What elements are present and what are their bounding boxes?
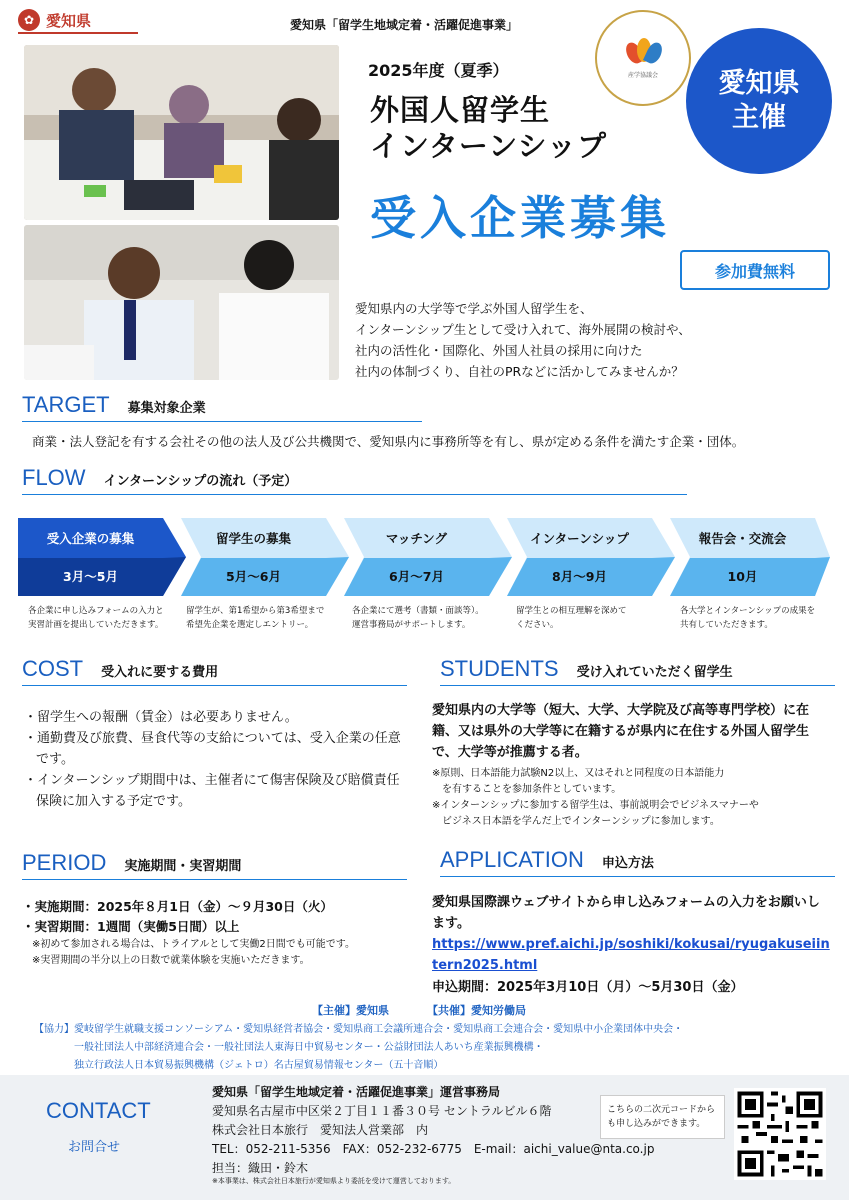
host-badge-line-2: 主催 bbox=[732, 102, 786, 133]
list-item: ・通勤費及び旅費、昼食代等の支給については、受入企業の任意です。 bbox=[24, 731, 401, 767]
cost-list bbox=[22, 707, 412, 812]
flow-desc-line: 留学生との相互理解を深めて bbox=[516, 606, 627, 616]
flow-step-description bbox=[352, 604, 512, 632]
students-notes bbox=[432, 766, 832, 830]
office-address: 愛知県名古屋市中区栄２丁目１１番３０号 セントラルビル６階 bbox=[212, 1104, 552, 1118]
application-heading-jp: 申込方法 bbox=[601, 856, 654, 871]
intro-line: 愛知県内の大学等で学ぶ外国人留学生を、 bbox=[355, 301, 593, 316]
list-item: ・実施期間：2025年８月1日（金）～９月30日（火） bbox=[22, 899, 333, 914]
flower-logo-icon bbox=[623, 38, 663, 66]
coop-line: 【協力】愛岐留学生就職支援コンソーシアム・愛知県経営者協会・愛知県商工会議所連合会・愛知県商工会連合会・愛知県中小企業団体中央会・ bbox=[34, 1024, 684, 1035]
target-heading-jp: 募集対象企業 bbox=[127, 401, 206, 416]
edition-label: 2025年度（夏季） bbox=[368, 61, 509, 80]
flow-desc-line: 留学生が、第1希望から第3希望まで bbox=[186, 606, 325, 616]
target-description: 商業・法人登記を有する会社その他の法人及び公共機関で、愛知県内に事務所等を有し、県が定める条件を満たす企業・団体。 bbox=[32, 434, 745, 449]
period-heading-en: PERIOD bbox=[22, 850, 107, 875]
students-heading-jp: 受け入れていただく留学生 bbox=[576, 665, 733, 680]
aichi-logo bbox=[18, 8, 138, 34]
target-section-heading bbox=[22, 392, 422, 422]
intro-line: インターンシップ生として受け入れて、海外展開の検討や、 bbox=[355, 322, 691, 337]
flow-desc-line: 共有していただきます。 bbox=[680, 620, 773, 630]
flow-desc-line: 各企業に申し込みフォームの入力と bbox=[28, 606, 164, 616]
flow-step-label: 受入企業の募集 bbox=[46, 531, 135, 546]
note-line: ※原則、日本語能力試験N2以上、又はそれと同程度の日本語能力 bbox=[432, 768, 725, 779]
note-line: ビジネス日本語を学んだ上でインターンシップに参加します。 bbox=[432, 816, 720, 827]
list-item: ・実習期間：1週間（実働5日間）以上 bbox=[22, 919, 240, 934]
office-staff: 担当：織田・鈴木 bbox=[212, 1161, 309, 1175]
office-name: 愛知県「留学生地域定着・活躍促進事業」運営事務局 bbox=[212, 1085, 501, 1099]
application-instructions: 愛知県国際課ウェブサイトから申し込みフォームの入力をお願いします。 bbox=[432, 895, 820, 931]
flow-step-description bbox=[28, 604, 188, 632]
qr-code-note: こちらの二次元コードからも申し込みができます。 bbox=[600, 1095, 725, 1139]
flow-step-period: 3月～5月 bbox=[63, 569, 118, 584]
flow-step-period: 8月～9月 bbox=[552, 569, 607, 584]
prefecture-emblem-icon: ✿ bbox=[18, 9, 40, 31]
commission-footnote: ※本事業は、株式会社日本旅行が愛知県より委託を受けて運営しております。 bbox=[212, 1177, 456, 1185]
flow-step-description bbox=[680, 604, 840, 632]
period-list bbox=[22, 897, 412, 937]
cost-heading-en: COST bbox=[22, 656, 84, 681]
host-badge-line-1: 愛知県 bbox=[718, 68, 800, 99]
application-period: 申込期間：2025年3月10日（月）～5月30日（金） bbox=[432, 980, 744, 995]
flow-step-label: マッチング bbox=[385, 531, 448, 546]
flow-desc-line: 各企業にて選考（書類・面談等）。 bbox=[352, 606, 484, 616]
headline-line-2: インターンシップ bbox=[370, 129, 607, 163]
period-heading-jp: 実施期間・実習期間 bbox=[124, 859, 242, 874]
students-eligibility: 愛知県内の大学等（短大、大学、大学院及び高等専門学校）に在籍、又は県外の大学等に在籍するが県内に在住する外国人留学生で、大学等が推薦する者。 bbox=[432, 703, 810, 760]
contact-heading-en: CONTACT bbox=[46, 1098, 151, 1123]
logo-name: 愛知県 bbox=[46, 11, 92, 30]
flow-step-period: 10月 bbox=[727, 569, 758, 584]
intro-line: 社内の活性化・国際化、外国人社員の採用に向けた bbox=[355, 343, 643, 358]
list-item: ・インターンシップ期間中は、主催者にて傷害保険及び賠償責任保険に加入する予定です。 bbox=[24, 773, 400, 809]
headline bbox=[370, 92, 607, 164]
business-meeting-photo bbox=[24, 225, 339, 380]
host-badge bbox=[686, 28, 832, 174]
organizer-host: 【主催】愛知県 bbox=[312, 1004, 389, 1017]
project-name: 愛知県「留学生地域定着・活躍促進事業」 bbox=[290, 18, 519, 32]
flow-step-label: 留学生の募集 bbox=[215, 531, 291, 546]
application-heading-en: APPLICATION bbox=[440, 847, 584, 872]
flow-section-heading bbox=[22, 465, 687, 495]
contact-office-details bbox=[212, 1083, 654, 1178]
flow-step-description bbox=[516, 604, 676, 632]
intro-text bbox=[355, 298, 691, 382]
application-link[interactable]: https://www.pref.aichi.jp/soshiki/kokusai/ryugakuseiintern2025.html bbox=[432, 937, 830, 973]
flow-heading-jp: インターンシップの流れ（予定） bbox=[103, 474, 298, 489]
qr-code-icon[interactable] bbox=[734, 1088, 826, 1180]
note-line: を有することを参加条件としています。 bbox=[432, 784, 622, 795]
cost-heading-jp: 受入れに要する費用 bbox=[101, 665, 219, 680]
note-line: ※初めて参加される場合は、トライアルとして実働2日間でも可能です。 bbox=[32, 939, 355, 950]
students-heading-en: STUDENTS bbox=[440, 656, 559, 681]
students-workshop-photo bbox=[24, 45, 339, 220]
flow-step-period: 5月～6月 bbox=[226, 569, 281, 584]
headline-line-1: 外国人留学生 bbox=[370, 93, 551, 127]
flow-desc-line: 実習計画を提出していただきます。 bbox=[28, 620, 164, 630]
flow-desc-line: ください。 bbox=[516, 620, 559, 630]
intro-line: 社内の体制づくり、自社のPRなどに活かしてみませんか？ bbox=[355, 364, 684, 379]
flow-desc-line: 各大学とインターンシップの成果を bbox=[680, 606, 816, 616]
flow-step-label: インターンシップ bbox=[530, 531, 629, 546]
cost-section-heading bbox=[22, 656, 407, 686]
organizers bbox=[312, 1002, 526, 1018]
students-section-heading bbox=[440, 656, 835, 686]
flow-step-description bbox=[186, 604, 346, 632]
office-phone-email: TEL：052-211-5356 FAX：052-232-6775 E-mail：aichi_value@nta.co.jp bbox=[212, 1142, 655, 1156]
contact-heading-jp: お問合せ bbox=[68, 1140, 121, 1155]
coop-line: 一般社団法人中部経済連合会・一般社団法人東海日中貿易センター・公益財団法人あいち産業振興機構・ bbox=[74, 1042, 544, 1053]
target-heading-en: TARGET bbox=[22, 392, 110, 417]
office-company: 株式会社日本旅行 愛知法人営業部 内 bbox=[212, 1123, 429, 1137]
note-line: ※インターンシップに参加する留学生は、事前説明会でビジネスマナーや bbox=[432, 800, 759, 811]
coop-line: 独立行政法人日本貿易振興機構（ジェトロ）名古屋貿易情報センター（五十音順） bbox=[74, 1060, 444, 1071]
free-fee-badge: 参加費無料 bbox=[680, 250, 830, 290]
seal-caption: 産学協議会 bbox=[627, 71, 658, 79]
main-title: 受入企業募集 bbox=[370, 191, 670, 245]
list-item: ・留学生への報酬（賃金）は必要ありません。 bbox=[24, 710, 298, 725]
organizer-co-host: 【共催】愛知労働局 bbox=[427, 1004, 526, 1017]
industry-academia-council-seal bbox=[595, 10, 691, 106]
cooperation-list bbox=[34, 1021, 824, 1075]
flow-desc-line: 運営事務局がサポートします。 bbox=[352, 620, 471, 630]
flow-desc-line: 希望先企業を選定しエントリー。 bbox=[186, 620, 314, 630]
period-section-heading bbox=[22, 850, 407, 880]
application-section-heading bbox=[440, 847, 835, 877]
flow-step-period: 6月～7月 bbox=[389, 569, 444, 584]
flow-heading-en: FLOW bbox=[22, 465, 86, 490]
period-notes bbox=[32, 937, 355, 969]
flow-step-label: 報告会・交流会 bbox=[698, 531, 787, 546]
note-line: ※実習期間の半分以上の日数で就業体験を実施いただきます。 bbox=[32, 955, 310, 966]
